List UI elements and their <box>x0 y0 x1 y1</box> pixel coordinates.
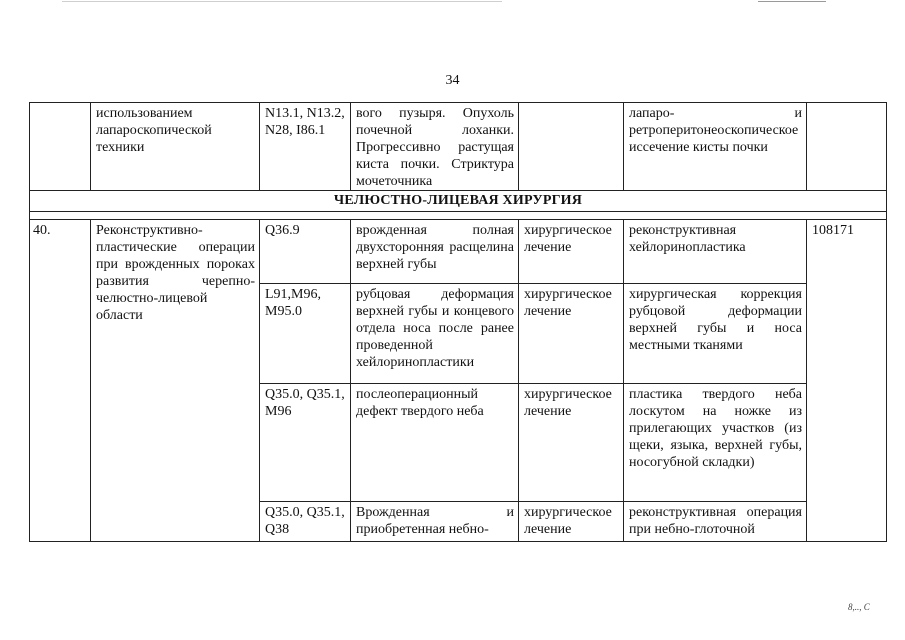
cell-name: использованием лапароскопической техники <box>91 103 260 191</box>
entry-name: Реконструктивно-пластические операции при врожденных пороках развития черепно-челюстно-лицевой области <box>91 220 260 542</box>
cell-cost <box>807 103 887 191</box>
entry-cost: 108171 <box>807 220 887 542</box>
cell-type: хирургическое лечение <box>519 220 624 284</box>
cell-method: пластика твердого неба лоскутом на ножке из прилегающих участков (из щеки, языка, верхней губы, носогубной складки) <box>624 384 807 502</box>
cell-method: хирургическая коррекция рубцовой деформации верхней губы и носа местными тканями <box>624 284 807 384</box>
entry-number: 40. <box>30 220 91 542</box>
spacer-row <box>30 212 887 220</box>
scan-artifact-line <box>62 1 502 2</box>
cell-model: врожденная полная двухсторонняя расщелина верхней губы <box>351 220 519 284</box>
cell-type: хирургическое лечение <box>519 502 624 542</box>
cell-model: Врожденная и приобретенная небно- <box>351 502 519 542</box>
section-heading-row <box>30 191 887 212</box>
cell-code: N13.1, N13.2, N28, I86.1 <box>260 103 351 191</box>
table-row <box>30 103 887 191</box>
cell-number <box>30 103 91 191</box>
cell-type: хирургическое лечение <box>519 284 624 384</box>
services-table <box>29 102 887 542</box>
table-row <box>30 220 887 284</box>
cell-method: лапаро- и ретроперитонеоскопическое иссечение кисты почки <box>624 103 807 191</box>
section-title: ЧЕЛЮСТНО-ЛИЦЕВАЯ ХИРУРГИЯ <box>30 191 887 212</box>
cell-code: Q35.0, Q35.1, M96 <box>260 384 351 502</box>
cell-model: послеоперационный дефект твердого неба <box>351 384 519 502</box>
cell-code: Q35.0, Q35.1, Q38 <box>260 502 351 542</box>
cell-code: Q36.9 <box>260 220 351 284</box>
cell-model: вого пузыря. Опухоль почечной лоханки. Прогрессивно растущая киста почки. Стриктура мочеточника <box>351 103 519 191</box>
cell-model: рубцовая деформация верхней губы и концевого отдела носа после ранее проведенной хейлоринопластики <box>351 284 519 384</box>
handwritten-corner-mark: 8,.., C <box>848 602 870 612</box>
page-number: 34 <box>445 73 460 88</box>
scan-artifact-line <box>758 1 826 2</box>
cell-code: L91,M96, M95.0 <box>260 284 351 384</box>
cell-method: реконструктивная хейлоринопластика <box>624 220 807 284</box>
cell-type: хирургическое лечение <box>519 384 624 502</box>
cell-method: реконструктивная операция при небно-глоточной <box>624 502 807 542</box>
cell-type <box>519 103 624 191</box>
